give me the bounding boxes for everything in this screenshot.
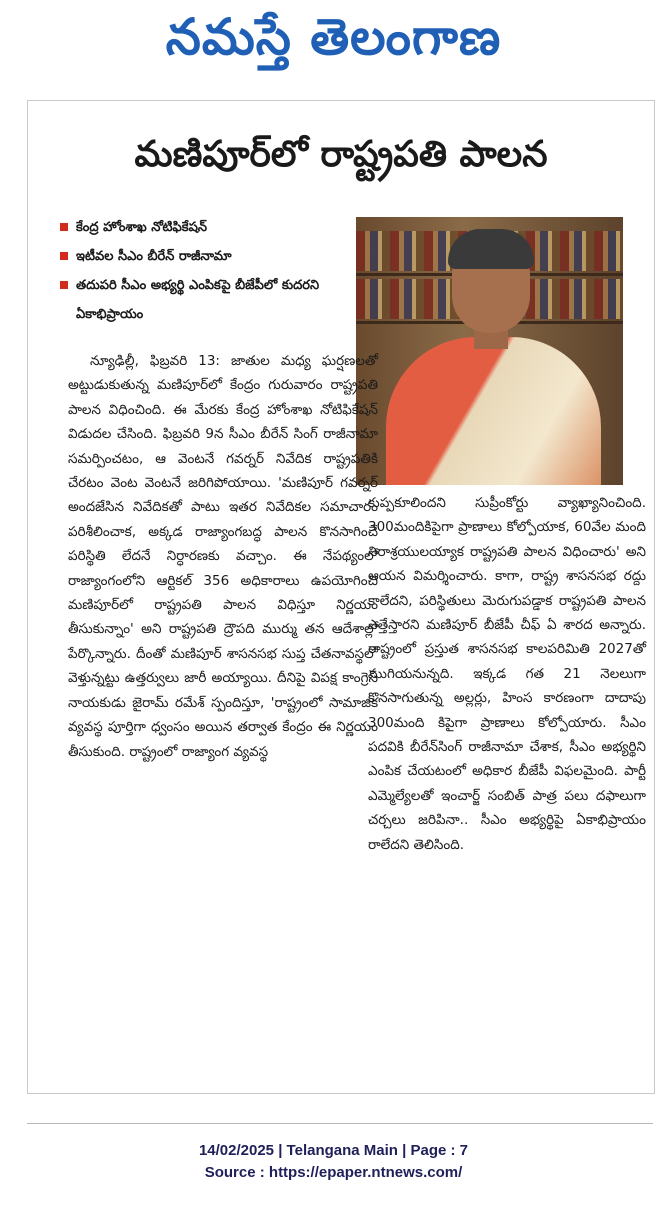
- article-clipping: [27, 100, 655, 1094]
- bullet-item: [56, 271, 366, 329]
- article-paragraph: న్యూఢిల్లీ, ఫిబ్రవరి 13: జాతుల మధ్య ఘర్షణలతో అట్టుడుకుతున్న మణిపూర్‌లో కేంద్రం గురువారం రాష్ట్రపతి పాలన విధించింది. ఈ మేరకు కేంద్ర హోంశాఖ నోటిఫికేషన్ విడుదల చేసింది. ఫిబ్రవరి 9న సీఎం బీరేన్ సింగ్ రాజీనామా సమర్పించటం, ఆ వెంటనే గవర్నర్ నివేదిక రాష్ట్రపతికి చేరటం వెంట వెంటనే జరిగిపోయాయి. 'మణిపూర్ గవర్నర్ అందజేసిన నివేదికతో పాటు ఇతర నివేదికల సమాచారం పరిశీలించాక, అక్కడ రాజ్యాంగబద్ధ పాలన కొనసాగించే పరిస్థితి లేదనే నిర్ధారణకు వచ్చాం. ఈ నేపథ్యంలో రాజ్యాంగంలోని ఆర్టికల్ 356 అధికారాలు ఉపయోగించి మణిపూర్‌లో రాష్ట్రపతి పాలన విధిస్తూ నిర్ణయం తీసుకున్నాం' అని రాష్ట్రపతి ద్రౌపది ముర్ము తన ఆదేశాల్లో పేర్కొన్నారు. దీంతో మణిపూర్ శాసనసభ సుప్త చేతనావస్థలో వెళ్తున్నట్టు ఉత్తర్వులు జారీ అయ్యాయి. దీనిపై విపక్ష కాంగ్రెస్ నాయకుడు జైరామ్ రమేశ్ స్పందిస్తూ, 'రాష్ట్రంలో సామాజిక వ్యవస్థ పూర్తిగా ధ్వంసం అయిన తర్వాత కేంద్రం ఈ నిర్ణయం తీసుకుంది. రాష్ట్రంలో రాజ్యాంగ వ్యవస్థ: [68, 353, 378, 760]
- article-photo: [356, 217, 623, 485]
- article-paragraph: కుప్పకూలిందని సుప్రీంకోర్టు వ్యాఖ్యానించింది. 300మందికిపైగా ప్రాణాలు కోల్పోయాక, 60వేల మంది నిరాశ్రయులయ్యాక రాష్ట్రపతి పాలన విధించారు' అని ఆయన విమర్శించారు. కాగా, రాష్ట్ర శాసనసభ రద్దు కాలేదని, పరిస్థితులు మెరుగుపడ్డాక రాష్ట్రపతి పాలన ఎత్తేస్తారని మణిపూర్ బీజేపీ చీఫ్ ఏ శారద అన్నారు. రాష్ట్రంలో ప్రస్తుత శాసనసభ కాలపరిమితి 2027తో ముగియనున్నది. ఇక్కడ గత 21 నెలలుగా కొనసాగుతున్న అల్లర్లు, హింస కారణంగా దాదాపు 300మంది కిపైగా ప్రాణాలు కోల్పోయారు. సీఎం పదవికి బీరేన్‌సింగ్ రాజీనామా చేశాక, సీఎం అభ్యర్థిని ఎంపిక చేయటంలో అధికార బీజేపీ విఫలమైంది. పార్టీ ఎమ్మెల్యేలతో ఇంచార్జ్ సంబిత్ పాత్ర పలు దఫాలుగా చర్చలు జరిపినా.. సీఎం అభ్యర్థిపై ఏకాభిప్రాయం రాలేదని తెలిసింది.: [368, 495, 646, 853]
- bullet-text: ఇటీవల సీఎం బీరేన్ రాజీనామా: [76, 249, 232, 264]
- article-body-right-column: [368, 491, 646, 857]
- bullet-square-icon: [60, 223, 68, 231]
- masthead: [0, 0, 667, 80]
- footer-divider: [27, 1123, 653, 1124]
- bullet-list: [56, 213, 366, 329]
- masthead-title: నమస్తే తెలంగాణ: [165, 7, 502, 66]
- footer-source: Source : https://epaper.ntnews.com/: [204, 1164, 463, 1181]
- person-body: [386, 337, 601, 485]
- article-headline: మణిపూర్‌లో రాష్ట్రపతి పాలన: [134, 134, 548, 175]
- bullet-square-icon: [60, 281, 68, 289]
- footer-date-edition: 14/02/2025 | Telangana Main | Page : 7: [198, 1142, 469, 1159]
- bullet-square-icon: [60, 252, 68, 260]
- bullet-text: తదుపరి సీఎం అభ్యర్థి ఎంపికపై బీజేపీలో కుదరని ఏకాభిప్రాయం: [76, 278, 320, 322]
- bullet-text: కేంద్ర హోంశాఖ నోటిఫికేషన్: [76, 220, 207, 235]
- bullet-item: [56, 213, 366, 242]
- article-body-left-column: [68, 349, 378, 764]
- bullet-item: [56, 242, 366, 271]
- person-hair: [448, 229, 534, 269]
